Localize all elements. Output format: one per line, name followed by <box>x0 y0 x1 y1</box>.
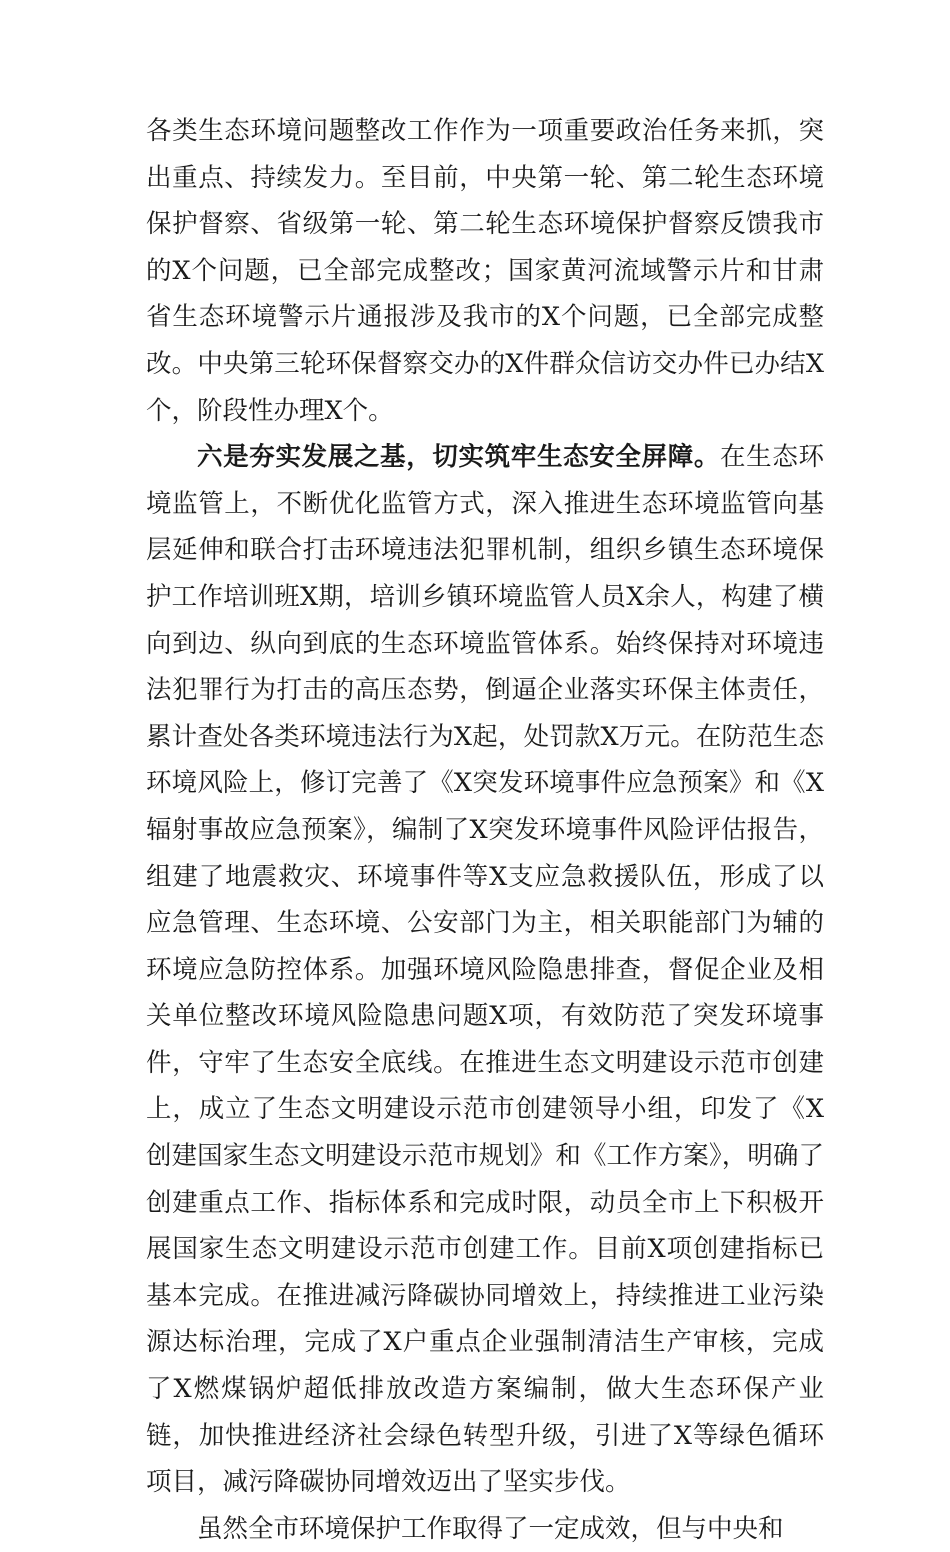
paragraph-ecological-security <box>146 434 824 1506</box>
paragraph-text: 虽然全市环境保护工作取得了一定成效，但与中央和 <box>197 1513 784 1544</box>
paragraph-heading: 六是夯实发展之基，切实筑牢生态安全屏障。 <box>197 442 721 473</box>
paragraph-rectification <box>146 108 824 434</box>
paragraph-text: 在生态环境监管上，不断优化监管方式，深入推进生态环境监管向基层延伸和联合打击环境违法犯罪机制，组织乡镇生态环境保护工作培训班X期，培训乡镇环境监管人员X余人，构建了横向到边、纵向到底的生态环境监管体系。始终保持对环境违法犯罪行为打击的高压态势，倒逼企业落实环保主体责任，累计查处各类环境违法行为X起，处罚款X万元。在防范生态环境风险上，修订完善了《X突发环境事件应急预案》和《X辐射事故应急预案》，编制了X突发环境事件风险评估报告，组建了地震救灾、环境事件等X支应急救援队伍，形成了以应急管理、生态环境、公安部门为主，相关职能部门为辅的环境应急防控体系。加强环境风险隐患排查，督促企业及相关单位整改环境风险隐患问题X项，有效防范了突发环境事件，守牢了生态安全底线。在推进生态文明建设示范市创建上，成立了生态文明建设示范市创建领导小组，印发了《X创建国家生态文明建设示范市规划》和《工作方案》，明确了创建重点工作、指标体系和完成时限，动员全市上下积极开展国家生态文明建设示范市创建工作。目前X项创建指标已基本完成。在推进减污降碳协同增效上，持续推进工业污染源达标治理，完成了X户重点企业强制清洁生产审核，完成了X燃煤锅炉超低排放改造方案编制，做大生态环保产业链，加快推进经济社会绿色转型升级，引进了X等绿色循环项目，减污降碳协同增效迈出了坚实步伐。 <box>146 442 824 1498</box>
paragraph-conclusion <box>146 1506 824 1552</box>
document-body <box>146 108 824 1552</box>
paragraph-text: 各类生态环境问题整改工作作为一项重要政治任务来抓，突出重点、持续发力。至目前，中央第一轮、第二轮生态环境保护督察、省级第一轮、第二轮生态环境保护督察反馈我市的X个问题，已全部完成整改；国家黄河流域警示片和甘肃省生态环境警示片通报涉及我市的X个问题，已全部完成整改。中央第三轮环保督察交办的X件群众信访交办件已办结X个，阶段性办理X个。 <box>146 116 824 426</box>
